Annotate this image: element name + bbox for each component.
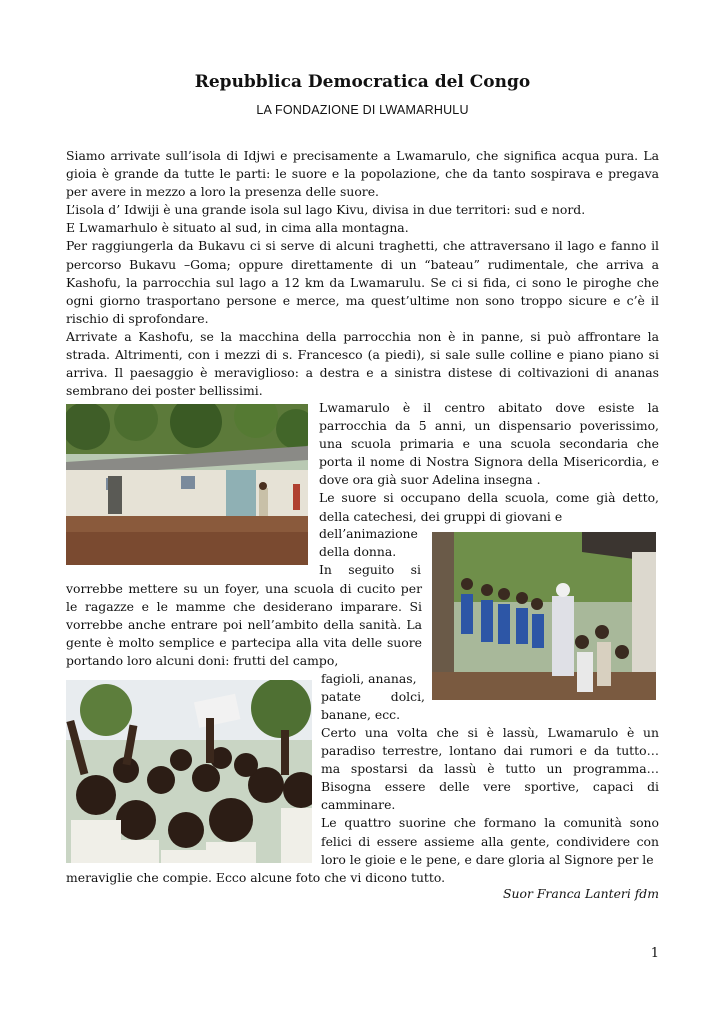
text-line: banane, ecc.: [321, 707, 401, 723]
side-paragraph: Certo una volta che si è lassù, Lwamarulo è un paradiso terrestre, lontano dai rumori e da tutto… ma spostarsi da lassù è tutto un programma… Bisogna essere delle vere sportive, capaci di camminare.: [321, 725, 659, 813]
photo-children-group: [432, 532, 656, 700]
narrow-text: [319, 525, 424, 579]
text-line: fagioli, ananas,: [321, 671, 417, 686]
signature: Suor Franca Lanteri fdm: [503, 886, 659, 901]
side-paragraph: Le quattro suorine che formano la comunità sono felici di essere assieme alla gente, condividere con loro le gioie e le pene, e dare gloria al Signore per le: [321, 815, 659, 867]
page-number: 1: [650, 946, 659, 961]
intro-paragraph: L’isola d’ Idwiji è una grande isola sul lago Kivu, divisa in due territori: sud e nord.: [66, 202, 586, 218]
photo-waving-children: [66, 680, 312, 863]
intro-text: [66, 147, 659, 400]
side-paragraph: Lwamarulo è il centro abitato dove esiste la parrocchia da 5 anni, un dispensario poverissimo, una scuola primaria e una scuola secondaria che porta il nome di Nostra Signora della Misericordia, e dove ora già suor Adelina insegna .: [319, 400, 659, 488]
side-text-top: [319, 399, 659, 526]
intro-paragraph: Siamo arrivate sull’isola di Idjwi e precisamente a Lwamarulo, che significa acqua pura. La gioia è grande da tutte le parti: le suore e la popolazione, che da tanto sospirava e pregava per avere in mezzo a loro la presenza delle suore.: [66, 148, 659, 200]
intro-paragraph: Per raggiungerla da Bukavu ci si serve di alcuni traghetti, che attraversano il lago e fanno il percorso Bukavu –Goma; oppure direttamente di un “bateau” rudimentale, che arriva a Kashofu, la parrocchia sul lago a 12 km da Lwamarulu. Se ci si fida, ci sono le piroghe che ogni giorno trasportano persone e merce, ma quest’ultime non sono troppo sicure e c’è il rischio di sprofondare.: [66, 238, 659, 326]
wide-text: vorrebbe mettere su un foyer, una scuola di cucito per le ragazze e le mamme che desiderano imparare. Si vorrebbe anche entrare poi nell’ambito della sanità. La gente è molto semplice e partecipa alla vita delle suore portando loro alcuni doni: frutti del campo,: [66, 581, 422, 669]
text-line: patate dolci,: [321, 689, 425, 705]
intro-paragraph: E Lwamarhulo è situato al sud, in cima alla montagna.: [66, 220, 409, 236]
intro-paragraph: Arrivate a Kashofu, se la macchina della parrocchia non è in panne, si può affrontare la strada. Altrimenti, con i mezzi di s. Francesco (a piedi), si sale sulle colline e piano piano si arriva. Il paesaggio è meraviglioso: a destra e a sinistra distese di coltivazioni di ananas sembrano dei poster bellissimi.: [66, 328, 659, 399]
side-paragraph: Le suore si occupano della scuola, come già detto, della catechesi, dei gruppi di giovani e: [319, 490, 659, 524]
side-text-bottom: [321, 724, 659, 869]
text-line: dell’animazione: [319, 526, 418, 541]
closing-line: meraviglie che compie. Ecco alcune foto che vi dicono tutto.: [66, 870, 446, 885]
text-line: della donna.: [319, 544, 397, 560]
page-subtitle: LA FONDAZIONE DI LWAMARHULU: [256, 103, 469, 117]
text-line: In seguito si: [319, 562, 421, 578]
page-title: Repubblica Democratica del Congo: [194, 72, 531, 92]
photo-mission-building: [66, 404, 308, 565]
narrow-text-2: [321, 670, 425, 724]
